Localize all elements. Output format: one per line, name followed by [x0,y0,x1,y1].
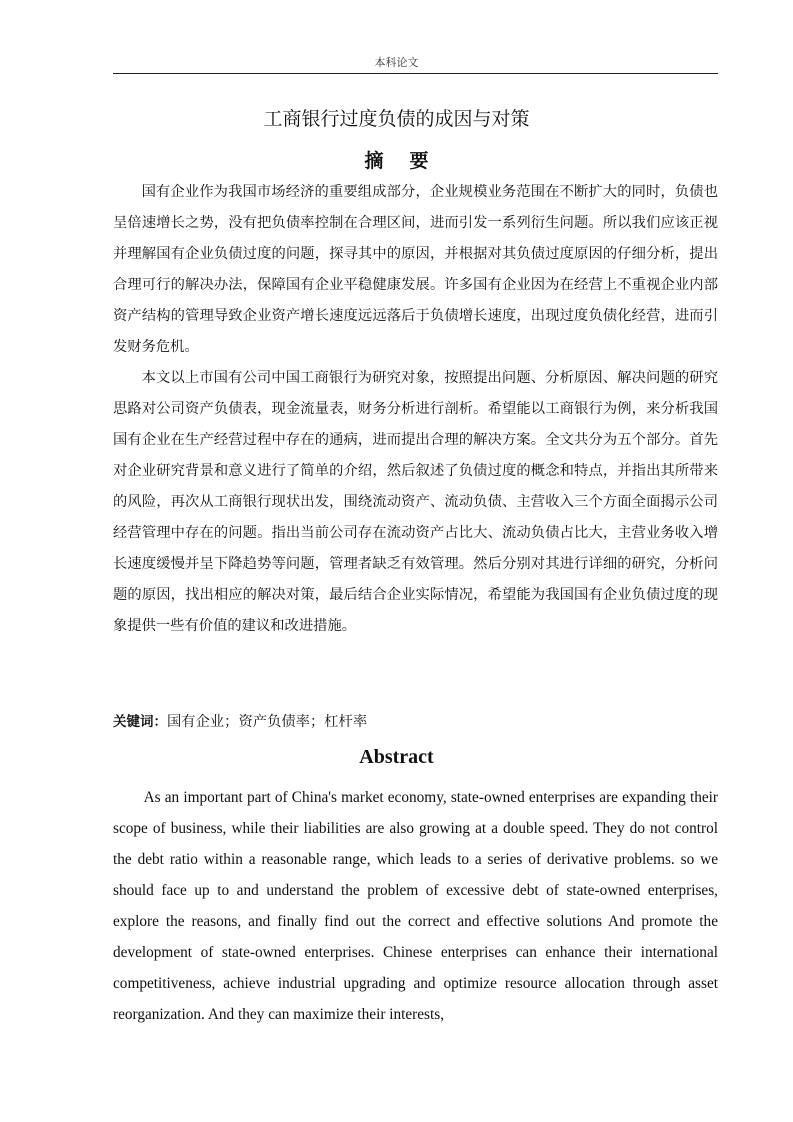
abstract-heading-cn: 摘要 [364,150,455,172]
keywords-label: 关键词： [113,714,167,730]
header-divider [113,73,718,74]
abstract-heading-en: Abstract [359,746,434,768]
keywords-value: 国有企业；资产负债率；杠杆率 [167,714,368,730]
abstract-en-paragraph-1: As an important part of China's market economy, state-owned enterprises are expanding their scope of business, while their liabilities are also growing at a double speed. They do not control the debt ratio within a reasonable range, which leads to a series of derivative problems. so we should face up to and understand the problem of excessive debt of state-owned enterprises, explore the reasons, and finally find out the correct and effective solutions And promote the development of state-owned enterprises. Chinese enterprises can enhance their international competitiveness, achieve industrial upgrading and optimize resource allocation through asset reorganization. And they can maximize their interests, [113,789,718,1023]
running-header-title: 本科论文 [374,56,419,69]
abstract-cn-paragraph-2: 本文以上市国有公司中国工商银行为研究对象，按照提出问题、分析原因、解决问题的研究思路对公司资产负债表，现金流量表，财务分析进行剖析。希望能以工商银行为例，来分析我国国有企业在生产经营过程中存在的通病，进而提出合理的解决方案。全文共分为五个部分。首先对企业研究背景和意义进行了简单的介绍，然后叙述了负债过度的概念和特点，并指出其所带来的风险，再次从工商银行现状出发，围绕流动资产、流动负债、主营收入三个方面全面揭示公司经营管理中存在的问题。指出当前公司存在流动资产占比大、流动负债占比大，主营业务收入增长速度缓慢并呈下降趋势等问题，管理者缺乏有效管理。然后分别对其进行详细的研究，分析问题的原因，找出相应的解决对策，最后结合企业实际情况，希望能为我国国有企业负债过度的现象提供一些有价值的建议和改进措施。 [113,370,718,634]
keywords-line [113,710,718,734]
abstract-cn-paragraph-1: 国有企业作为我国市场经济的重要组成部分，企业规模业务范围在不断扩大的同时，负债也呈倍速增长之势，没有把负债率控制在合理区间，进而引发一系列衍生问题。所以我们应该正视并理解国有企业负债过度的问题，探寻其中的原因，并根据对其负债过度原因的仔细分析，提出合理可行的解决办法，保障国有企业平稳健康发展。许多国有企业因为在经营上不重视企业内部资产结构的管理导致企业资产增长速度远远落后于负债增长速度，出现过度负债化经营，进而引发财务危机。 [113,184,718,355]
paper-title: 工商银行过度负债的成因与对策 [263,108,530,130]
